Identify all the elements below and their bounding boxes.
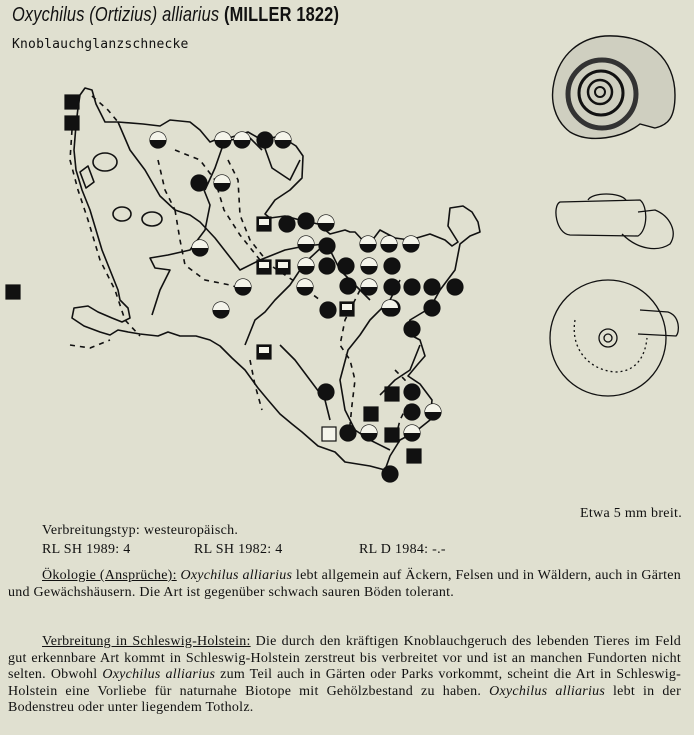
- ecology-paragraph: [8, 568, 681, 601]
- ecology-heading: Ökologie (Ansprüche):: [42, 568, 177, 583]
- distribution-type: Verbreitungstyp: westeuropäisch.: [42, 523, 239, 538]
- page-title: [12, 4, 339, 27]
- distribution-text-3: lebt in der Bodenstreu oder unter liegendem Totholz.: [8, 683, 681, 715]
- redlist-row: [42, 540, 446, 559]
- species-reference: Oxychilus alliarius: [102, 667, 216, 682]
- species-name: Oxychilus (Ortizius) alliarius: [12, 4, 220, 26]
- common-name: Knoblauchglanzschnecke: [12, 37, 189, 52]
- distribution-text-1: Die durch den kräftigen Knoblauchgeruch des lebenden Tieres im Feld gut erkennbare Art kommt in Schleswig-Holstein zerstreut bis verbreitet vor und ist an manchen Fundorten nicht selten. Obwohl: [8, 634, 682, 682]
- distribution-heading: Verbreitung in Schleswig-Holstein:: [42, 634, 251, 649]
- distribution-map: [0, 70, 490, 490]
- redlist-sh-1989: RL SH 1989: 4: [42, 542, 131, 557]
- species-reference: Oxychilus alliarius: [180, 568, 293, 583]
- distribution-text-2: zum Teil auch in Gärten oder Parks vorkommt, scheint die Art in Schleswig-Holstein eine Vorliebe für naturnahe Biotope mit Gehölzbestand zu haben.: [8, 667, 682, 699]
- species-reference: Oxychilus alliarius: [489, 683, 606, 699]
- redlist-d-1984: RL D 1984: -.-: [359, 542, 446, 557]
- shell-top-view: [553, 36, 675, 139]
- species-meta: [42, 521, 446, 559]
- scale-caption: Etwa 5 mm breit.: [580, 506, 682, 521]
- shell-bottom-view: [550, 280, 678, 396]
- shell-side-view: [556, 194, 673, 249]
- ecology-text: lebt allgemein auf Äckern, Felsen und in Wäldern, auch in Gärten und Gewächshäusern. Die Art ist gegenüber schwach sauren Böden tolerant.: [8, 568, 682, 600]
- marker-square: [6, 95, 421, 463]
- species-author: (MILLER 1822): [223, 4, 340, 26]
- distribution-paragraph: [8, 634, 681, 717]
- shell-illustrations: [530, 20, 694, 400]
- redlist-sh-1982: RL SH 1982: 4: [194, 542, 283, 557]
